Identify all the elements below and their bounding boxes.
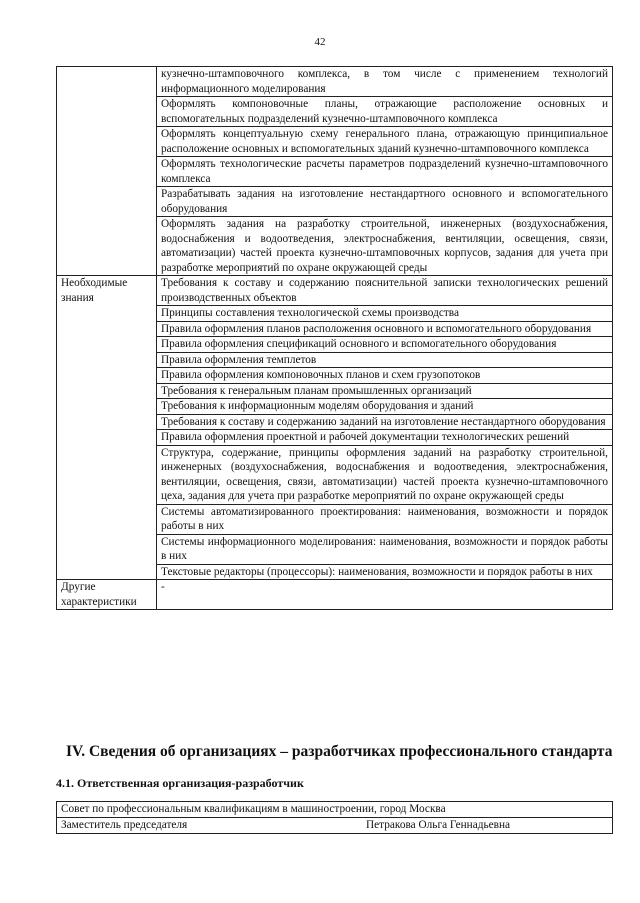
table-row — [57, 276, 613, 306]
table-row — [57, 818, 613, 834]
other-characteristics-value: - — [157, 580, 613, 610]
other-characteristics-label: Другие характеристики — [57, 580, 157, 610]
action-item: Оформлять компоновочные планы, отражающие расположение основных и вспомогательных подразделений кузнечно-штамповочного комплекса — [157, 97, 613, 127]
knowledge-item: Системы автоматизированного проектирования: наименования, возможности и порядок работы в них — [157, 504, 613, 534]
knowledge-item: Принципы составления технологической схемы производства — [157, 306, 613, 322]
signatory-cell — [57, 818, 613, 834]
organization-table — [56, 801, 613, 834]
table-row — [57, 67, 613, 97]
competency-table — [56, 66, 613, 610]
knowledge-item: Требования к информационным моделям оборудования и зданий — [157, 399, 613, 415]
knowledge-item: Требования к генеральным планам промышленных организаций — [157, 383, 613, 399]
knowledge-item: Системы информационного моделирования: наименования, возможности и порядок работы в них — [157, 534, 613, 564]
knowledge-item: Требования к составу и содержанию заданий на изготовление нестандартного оборудования — [157, 414, 613, 430]
action-item: Оформлять технологические расчеты параметров подразделений кузнечно-штамповочного комплекса — [157, 157, 613, 187]
signatory-role: Заместитель председателя — [61, 819, 188, 831]
action-item: Оформлять концептуальную схему генерального плана, отражающую принципиальное расположение основных и вспомогательных зданий кузнечно-штамповочного комплекса — [157, 127, 613, 157]
knowledge-item: Правила оформления планов расположения основного и вспомогательного оборудования — [157, 321, 613, 337]
page-number: 42 — [314, 36, 326, 48]
signatory-name: Петракова Ольга Геннадьевна — [366, 819, 511, 831]
knowledge-item: Правила оформления проектной и рабочей документации технологических решений — [157, 430, 613, 446]
knowledge-item: Правила оформления спецификаций основного и вспомогательного оборудования — [157, 337, 613, 353]
knowledge-label: Необходимые знания — [57, 276, 157, 580]
table-row — [57, 580, 613, 610]
actions-category-cell — [57, 67, 157, 276]
action-item: Оформлять задания на разработку строительной, инженерных (воздухоснабжения, водоснабжения и водоотведения, электроснабжения, вентиляции, освещения, связи, автоматизации) частей проекта кузнечно-штамповочных корпусов, задания для учета при разработке мероприятий по охране окружающей среды — [157, 217, 613, 276]
knowledge-item: Структура, содержание, принципы оформления заданий на разработку строительной, инженерных (воздухоснабжения, водоснабжения и водоотведения, электроснабжения, вентиляции, освещения, связи, автоматизации) частей проекта кузнечно-штамповочного цеха, задания для учета при разработке мероприятий по охране окружающей среды — [157, 445, 613, 504]
subsection-title: 4.1. Ответственная организация-разработчик — [56, 776, 304, 790]
table-row — [57, 802, 613, 818]
knowledge-item: Правила оформления компоновочных планов и схем грузопотоков — [157, 368, 613, 384]
organization-name: Совет по профессиональным квалификациям в машиностроении, город Москва — [57, 802, 613, 818]
knowledge-item: Правила оформления темплетов — [157, 352, 613, 368]
section-title: IV. Сведения об организациях – разработчиках профессионального стандарта — [66, 743, 613, 760]
action-item: Разрабатывать задания на изготовление нестандартного основного и вспомогательного оборудования — [157, 187, 613, 217]
knowledge-item: Требования к составу и содержанию пояснительной записки технологических решений производственных объектов — [157, 276, 613, 306]
knowledge-item: Текстовые редакторы (процессоры): наименования, возможности и порядок работы в них — [157, 564, 613, 580]
action-item: кузнечно-штамповочного комплекса, в том числе с применением технологий информационного моделирования — [157, 67, 613, 97]
